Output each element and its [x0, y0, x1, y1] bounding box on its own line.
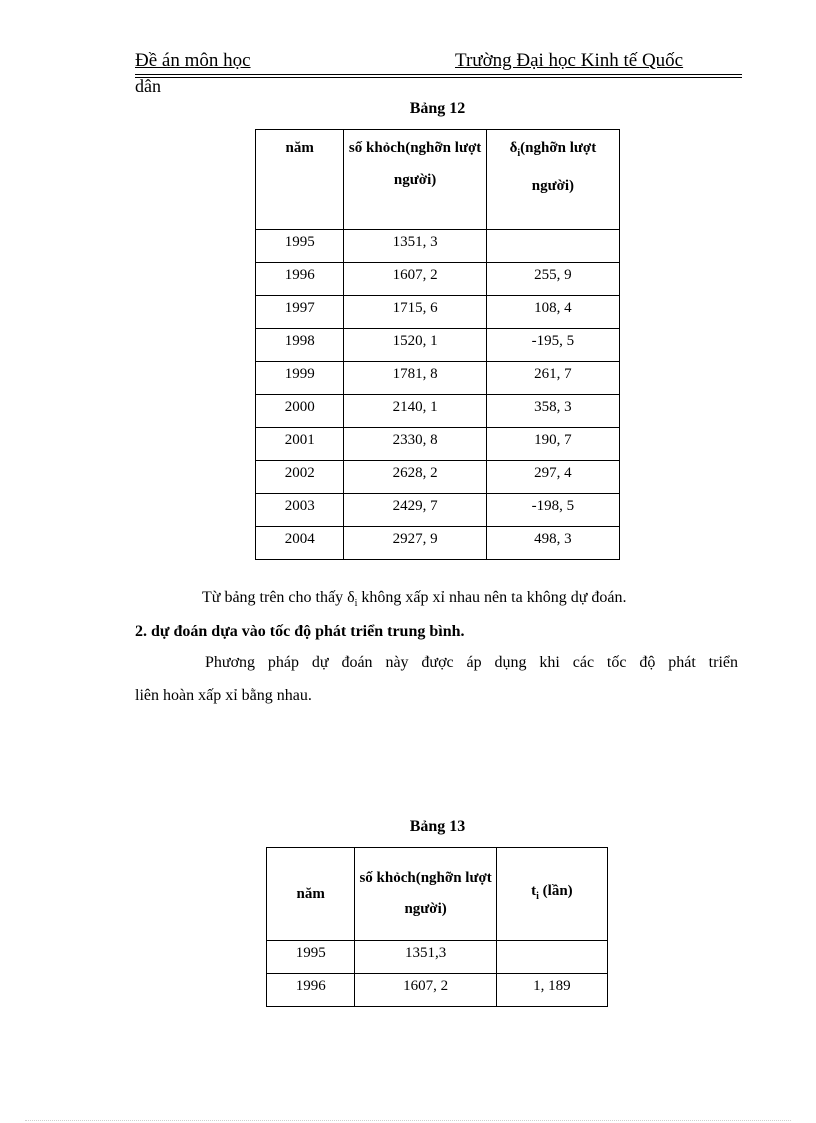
cell-delta: 297, 4 — [486, 461, 619, 494]
observation-text-end: không xấp xỉ nhau nên ta không dự đoán. — [357, 589, 627, 606]
paragraph-observation — [202, 588, 626, 614]
observation-text-start: Từ bảng trên cho thấy δ — [202, 589, 355, 606]
page-bottom-divider — [25, 1120, 791, 1121]
table-row — [256, 527, 620, 560]
table13-header-ratio — [496, 848, 607, 941]
cell-delta — [486, 230, 619, 263]
table-row — [267, 974, 608, 1007]
table-row — [267, 941, 608, 974]
table-row — [256, 296, 620, 329]
table12-header-visitors: số khỏch(nghỡn lượt người) — [344, 130, 486, 230]
cell-visitors: 1781, 8 — [344, 362, 486, 395]
cell-year: 2003 — [256, 494, 344, 527]
cell-visitors: 1607, 2 — [344, 263, 486, 296]
cell-visitors: 2429, 7 — [344, 494, 486, 527]
cell-visitors: 1351, 3 — [344, 230, 486, 263]
table12-header-delta — [486, 130, 619, 230]
cell-ratio — [496, 941, 607, 974]
cell-delta: 261, 7 — [486, 362, 619, 395]
table-row — [256, 461, 620, 494]
cell-delta: 498, 3 — [486, 527, 619, 560]
table12-header-row — [256, 130, 620, 230]
cell-visitors: 2140, 1 — [344, 395, 486, 428]
ratio-symbol: t — [531, 883, 537, 899]
cell-year: 2004 — [256, 527, 344, 560]
cell-year: 1997 — [256, 296, 344, 329]
cell-year: 2002 — [256, 461, 344, 494]
table13-header-year: năm — [267, 848, 355, 941]
table-row — [256, 329, 620, 362]
cell-ratio: 1, 189 — [496, 974, 607, 1007]
table13-header-visitors: số khỏch(nghỡn lượt người) — [355, 848, 496, 941]
header-university: Trường Đại học Kinh tế Quốc — [455, 50, 684, 71]
table-row — [256, 428, 620, 461]
table-13 — [266, 847, 608, 1007]
cell-year: 2001 — [256, 428, 344, 461]
table-row — [256, 362, 620, 395]
page-header — [135, 50, 742, 75]
cell-delta: 255, 9 — [486, 263, 619, 296]
delta-symbol: δ — [509, 140, 518, 156]
paragraph-method-line1: Phương pháp dự đoán này được áp dụng khi các tốc độ phát triển — [205, 654, 738, 671]
cell-delta: -198, 5 — [486, 494, 619, 527]
cell-visitors: 1607, 2 — [355, 974, 496, 1007]
paragraph-method-line2: liên hoàn xấp xỉ bằng nhau. — [135, 687, 312, 704]
cell-visitors: 2628, 2 — [344, 461, 486, 494]
table-row — [256, 494, 620, 527]
table13-caption: Bảng 13 — [409, 818, 466, 835]
cell-year: 1996 — [256, 263, 344, 296]
table13-header-row — [267, 848, 608, 941]
cell-year: 2000 — [256, 395, 344, 428]
ratio-unit: (lần) — [538, 883, 573, 899]
cell-visitors: 1715, 6 — [344, 296, 486, 329]
cell-visitors: 1351,3 — [355, 941, 496, 974]
table-row — [256, 230, 620, 263]
header-course-title: Đề án môn học — [135, 50, 251, 71]
cell-delta: 108, 4 — [486, 296, 619, 329]
cell-year: 1999 — [256, 362, 344, 395]
observation-subscript: i — [354, 598, 358, 610]
delta-unit: (nghỡn lượt người) — [520, 140, 597, 194]
cell-delta: 190, 7 — [486, 428, 619, 461]
cell-delta: -195, 5 — [486, 329, 619, 362]
cell-year: 1996 — [267, 974, 355, 1007]
header-continuation: dân — [135, 76, 161, 96]
table-12 — [255, 129, 620, 560]
cell-visitors: 2927, 9 — [344, 527, 486, 560]
delta-subscript: i — [517, 148, 521, 159]
table-row — [256, 395, 620, 428]
cell-year: 1995 — [256, 230, 344, 263]
cell-visitors: 1520, 1 — [344, 329, 486, 362]
cell-delta: 358, 3 — [486, 395, 619, 428]
section-heading: 2. dự đoán dựa vào tốc độ phát triển trung bình. — [135, 623, 465, 640]
table12-caption: Bảng 12 — [409, 100, 466, 117]
cell-visitors: 2330, 8 — [344, 428, 486, 461]
cell-year: 1998 — [256, 329, 344, 362]
ratio-subscript: i — [536, 891, 539, 902]
table12-header-year: năm — [256, 130, 344, 230]
table-row — [256, 263, 620, 296]
cell-year: 1995 — [267, 941, 355, 974]
